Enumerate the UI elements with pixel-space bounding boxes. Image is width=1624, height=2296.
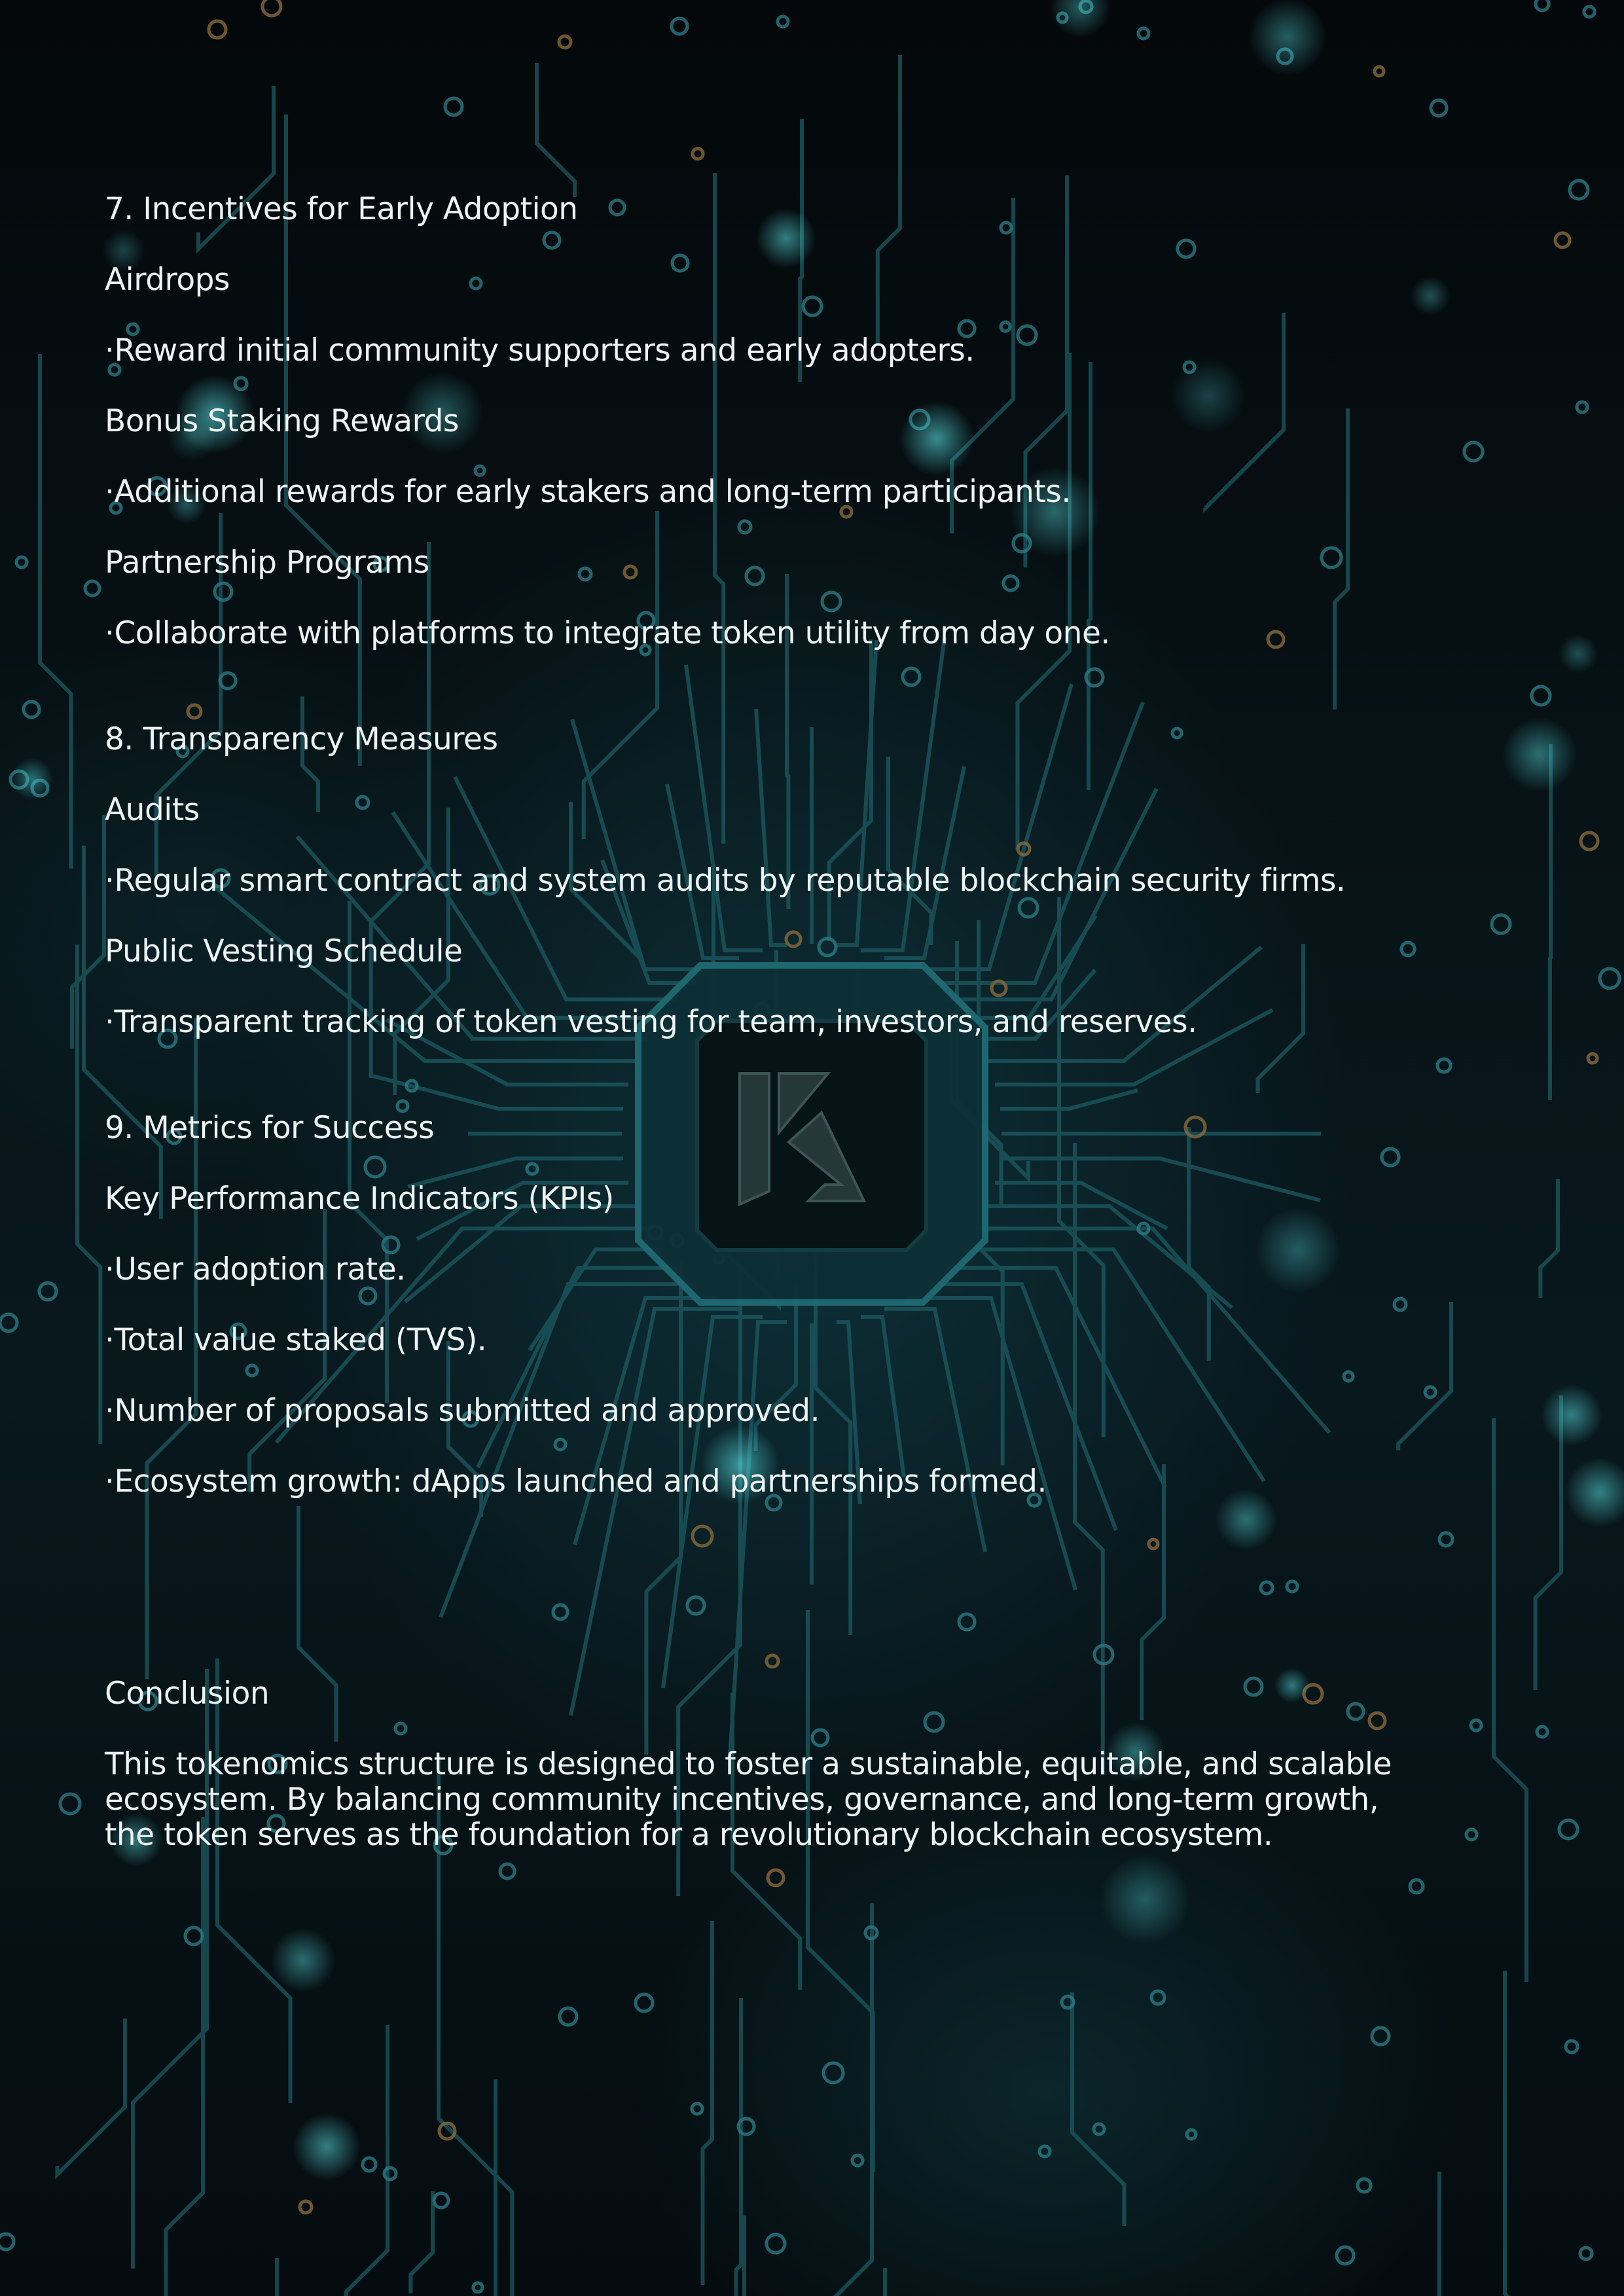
circuit-pad <box>1178 240 1195 257</box>
circuit-pad <box>247 1365 257 1376</box>
circuit-pad <box>1555 233 1570 247</box>
circuit-pad <box>672 18 687 34</box>
circuit-pad <box>1566 2041 1578 2053</box>
conclusion-body: This tokenomics structure is designed to foster a sustainable, equitable, and scalable ecosystem. By balancing community incentives, governance, and long-term growth, the token serves as the foundation for a revolutionary blockchain ecosystem. <box>105 1746 1392 1853</box>
circuit-pad <box>852 2155 863 2166</box>
section-9-heading: 9. Metrics for Success <box>105 1110 435 1146</box>
circuit-glow <box>1559 634 1598 673</box>
circuit-trace <box>572 719 717 969</box>
circuit-pad <box>1394 1299 1406 1310</box>
circuit-pad <box>85 581 99 596</box>
circuit-trace <box>217 1659 291 2103</box>
circuit-trace <box>808 1610 873 2172</box>
circuit-pad <box>959 1614 975 1630</box>
kpi-bullet: ·Ecosystem growth: dApps launched and partnerships formed. <box>105 1463 1047 1499</box>
circuit-pad <box>692 2104 702 2114</box>
circuit-pad <box>1537 1727 1547 1737</box>
circuit-pad <box>1138 28 1149 39</box>
circuit-pad <box>1151 1991 1164 2004</box>
item-airdrops-title: Airdrops <box>105 262 230 298</box>
circuit-pad <box>1369 1713 1385 1729</box>
circuit-pad <box>687 1597 704 1614</box>
item-audits-bullet: ·Regular smart contract and system audits by reputable blockchain security firms. <box>105 863 1346 899</box>
circuit-glow <box>1502 717 1577 792</box>
circuit-pad <box>1172 728 1182 738</box>
circuit-trace <box>907 1298 1075 1590</box>
circuit-pad <box>768 1870 784 1886</box>
circuit-glow <box>293 2113 361 2181</box>
circuit-pad <box>739 521 751 533</box>
circuit-pad <box>1348 1704 1363 1719</box>
circuit-pad <box>823 2063 843 2083</box>
circuit-trace <box>57 2018 125 2175</box>
circuit-trace <box>571 1309 739 1715</box>
circuit-pad <box>1425 1387 1435 1397</box>
circuit-trace <box>537 63 575 197</box>
circuit-glow <box>271 1928 335 1992</box>
circuit-pad <box>39 1283 56 1300</box>
circuit-trace <box>410 2191 433 2293</box>
circuit-pad <box>215 583 232 600</box>
circuit-trace <box>1072 1992 1124 2226</box>
circuit-pad <box>1245 1678 1262 1695</box>
circuit-trace <box>885 2268 937 2296</box>
circuit-pad <box>1464 442 1483 461</box>
circuit-pad <box>1401 942 1415 956</box>
circuit-pad <box>1001 223 1011 233</box>
circuit-pad <box>1261 1582 1272 1594</box>
circuit-pad <box>1337 2247 1354 2264</box>
section-8-heading: 8. Transparency Measures <box>105 721 498 757</box>
circuit-pad <box>1471 1720 1481 1731</box>
circuit-trace <box>1142 1464 1164 1720</box>
circuit-trace <box>479 2079 496 2296</box>
circuit-glow <box>1255 1208 1341 1293</box>
circuit-pad <box>500 1864 514 1878</box>
circuit-pad <box>1437 1059 1451 1072</box>
circuit-pad <box>1581 833 1598 850</box>
circuit-pad <box>1570 181 1588 199</box>
circuit-pad <box>365 1157 385 1177</box>
circuit-pad <box>1322 548 1341 567</box>
circuit-pad <box>903 668 920 685</box>
circuit-pad <box>1577 402 1587 412</box>
item-vesting-title: Public Vesting Schedule <box>105 933 463 969</box>
circuit-pad <box>559 36 571 48</box>
circuit-pad <box>1001 322 1010 331</box>
circuit-pad <box>767 1655 778 1667</box>
circuit-pad <box>767 2234 785 2253</box>
circuit-pad <box>553 1605 568 1619</box>
circuit-pad <box>1187 2130 1196 2139</box>
circuit-pad <box>1584 7 1595 17</box>
circuit-pad <box>610 200 624 215</box>
circuit-pad <box>1580 2248 1592 2259</box>
circuit-glow <box>1049 0 1111 38</box>
circuit-glow <box>11 758 53 800</box>
circuit-trace <box>1000 1158 1320 1200</box>
circuit-pad <box>560 2008 577 2025</box>
circuit-trace <box>1089 362 1091 790</box>
circuit-pad <box>1600 969 1619 988</box>
circuit-pad <box>672 255 688 271</box>
circuit-pad <box>363 2158 376 2171</box>
circuit-pad <box>812 1730 828 1746</box>
circuit-pad <box>1559 1820 1578 1839</box>
circuit-pad <box>803 297 821 315</box>
circuit-trace <box>298 1506 336 1742</box>
circuit-pad <box>693 1526 712 1546</box>
circuit-trace <box>1505 1971 1527 2296</box>
circuit-pad <box>1410 1880 1423 1893</box>
circuit-trace <box>1540 1179 1558 1298</box>
conclusion-heading: Conclusion <box>105 1676 270 1712</box>
circuit-trace <box>1189 1127 1209 1361</box>
circuit-trace <box>77 944 100 1444</box>
circuit-trace <box>1550 744 1551 1100</box>
circuit-pad <box>1003 576 1018 590</box>
circuit-pad <box>188 705 201 718</box>
circuit-pad <box>746 567 763 584</box>
circuit-trace <box>584 511 657 839</box>
circuit-pad <box>1358 2179 1371 2192</box>
circuit-pad <box>1149 1539 1158 1549</box>
circuit-pad <box>471 278 481 289</box>
circuit-pad <box>357 797 369 808</box>
circuit-trace <box>1258 944 1303 1093</box>
circuit-pad <box>0 1314 17 1331</box>
circuit-pad <box>1588 1054 1597 1063</box>
circuit-trace <box>1398 1302 1451 1450</box>
circuit-pad <box>1372 2028 1389 2045</box>
circuit-pad <box>262 0 281 16</box>
circuit-pad <box>822 592 840 611</box>
circuit-glow <box>1216 1489 1277 1551</box>
circuit-glow <box>756 208 816 268</box>
circuit-pad <box>1382 1149 1399 1166</box>
circuit-pad <box>185 1928 202 1945</box>
circuit-trace <box>928 702 1143 983</box>
circuit-pad <box>1039 2146 1050 2157</box>
item-vesting-bullet: ·Transparent tracking of token vesting for team, investors, and reserves. <box>105 1004 1197 1040</box>
circuit-pad <box>300 2201 312 2213</box>
circuit-trace <box>736 1998 741 2296</box>
item-partnership-bullet: ·Collaborate with platforms to integrate token utility from day one. <box>105 615 1110 651</box>
item-bonus-staking-bullet: ·Additional rewards for early stakers and long-term participants. <box>105 474 1071 510</box>
circuit-pad <box>1268 632 1284 647</box>
circuit-pad <box>1532 687 1550 705</box>
circuit-trace <box>1439 2172 1509 2296</box>
circuit-pad <box>693 149 703 159</box>
circuit-glow <box>1541 1384 1602 1446</box>
circuit-pad <box>209 21 226 38</box>
circuit-pad <box>778 16 788 27</box>
circuit-pad <box>1375 67 1384 76</box>
circuit-trace <box>962 916 1096 1018</box>
kpi-bullet: ·Number of proposals submitted and approved. <box>105 1393 820 1429</box>
circuit-glow <box>1274 1668 1310 1703</box>
circuit-pad <box>527 1164 537 1174</box>
circuit-glow <box>1565 1458 1624 1527</box>
circuit-trace <box>702 1921 712 2285</box>
circuit-glow <box>1411 276 1450 315</box>
circuit-trace <box>756 709 787 945</box>
circuit-glow <box>899 401 974 476</box>
circuit-trace <box>878 55 900 344</box>
item-audits-title: Audits <box>105 792 200 828</box>
circuit-pad <box>636 1994 653 2011</box>
circuit-pad <box>1431 100 1447 116</box>
circuit-pad <box>16 557 27 567</box>
circuit-pad <box>925 1713 943 1731</box>
circuit-pad <box>1344 1372 1353 1381</box>
circuit-pad <box>473 2283 482 2292</box>
circuit-pad <box>555 1439 566 1450</box>
circuit-trace <box>1000 1090 1138 1109</box>
section-7-heading: 7. Incentives for Early Adoption <box>105 191 578 227</box>
item-bonus-staking-title: Bonus Staking Rewards <box>105 403 459 439</box>
circuit-trace <box>393 812 661 1018</box>
circuit-pad <box>624 566 636 578</box>
circuit-pad <box>445 98 462 115</box>
circuit-pad <box>1094 2124 1104 2134</box>
circuit-pad <box>1536 0 1549 10</box>
circuit-trace <box>861 1317 904 1477</box>
circuit-pad <box>360 1288 376 1304</box>
circuit-pad <box>786 932 801 946</box>
item-partnership-title: Partnership Programs <box>105 545 429 581</box>
circuit-glow <box>1171 359 1246 433</box>
circuit-pad <box>1019 899 1038 917</box>
circuit-trace <box>1494 1418 1526 1982</box>
circuit-glow <box>1248 0 1327 76</box>
circuit-pad <box>395 1723 406 1734</box>
circuit-pad <box>579 568 591 580</box>
kpi-bullet: ·Total value staked (TVS). <box>105 1322 487 1358</box>
circuit-pad <box>1018 326 1036 344</box>
circuit-glow <box>1100 1854 1190 1945</box>
circuit-trace <box>235 2258 277 2296</box>
item-airdrops-bullet: ·Reward initial community supporters and early adopters. <box>105 332 975 368</box>
kpi-bullet: ·User adoption rate. <box>105 1251 406 1287</box>
circuit-pad <box>60 1794 80 1814</box>
circuit-pad <box>434 2193 448 2208</box>
circuit-pad <box>1439 1533 1453 1546</box>
circuit-pad <box>0 2234 14 2250</box>
circuit-pad <box>24 702 39 717</box>
circuit-trace <box>166 1817 203 2296</box>
kpi-subheading: Key Performance Indicators (KPIs) <box>105 1181 614 1217</box>
circuit-trace <box>1059 897 1104 1437</box>
circuit-pad <box>544 232 560 248</box>
circuit-pad <box>1287 1581 1297 1592</box>
circuit-pad <box>1492 915 1510 933</box>
